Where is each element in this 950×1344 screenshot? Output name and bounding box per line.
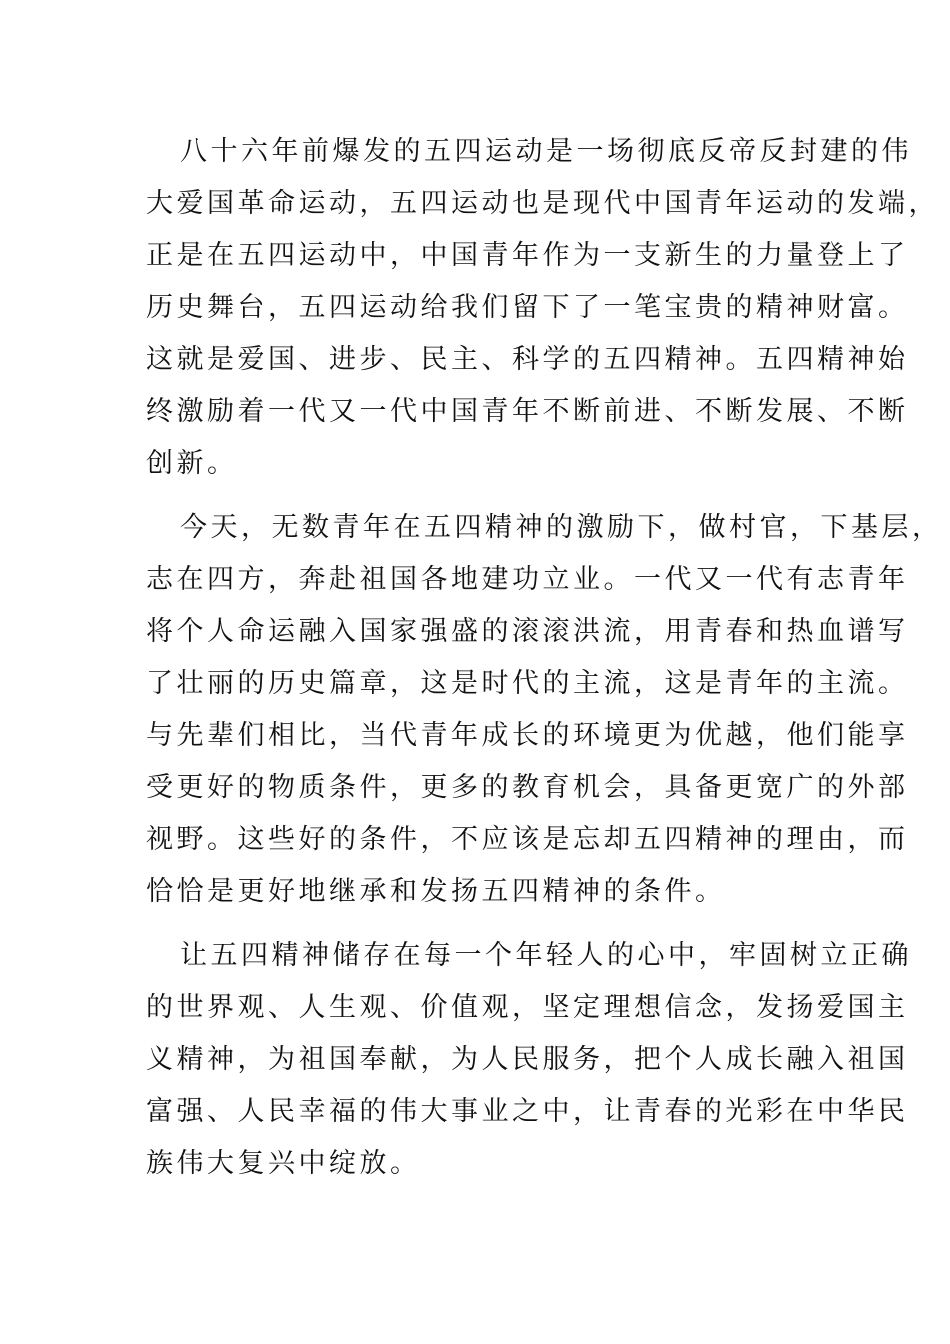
text-line: 历史舞台，五四运动给我们留下了一笔宝贵的精神财富。	[146, 292, 909, 323]
text-line: 志在四方，奔赴祖国各地建功立业。一代又一代有志青年	[146, 564, 909, 595]
text-line: 创新。	[146, 448, 238, 479]
text-line: 大爱国革命运动，五四运动也是现代中国青年运动的发端，	[146, 188, 939, 219]
text-line: 正是在五四运动中，中国青年作为一支新生的力量登上了	[146, 240, 909, 271]
paragraph-call-to-action	[146, 930, 912, 1190]
paragraph-spacer	[146, 918, 806, 930]
text-line: 终激励着一代又一代中国青年不断前进、不断发展、不断	[146, 396, 909, 427]
text-line: 让五四精神储存在每一个年轻人的心中，牢固树立正确	[180, 940, 912, 971]
text-line: 将个人命运融入国家强盛的滚滚洪流，用青春和热血谱写	[146, 616, 909, 647]
text-line: 富强、人民幸福的伟大事业之中，让青春的光彩在中华民	[146, 1096, 909, 1127]
text-line: 与先辈们相比，当代青年成长的环境更为优越，他们能享	[146, 720, 909, 751]
text-line: 八十六年前爆发的五四运动是一场彻底反帝反封建的伟	[180, 136, 912, 167]
paragraph-youth-today	[146, 502, 943, 918]
paragraph-may-fourth-history	[146, 126, 939, 490]
text-line: 今天，无数青年在五四精神的激励下，做村官，下基层，	[180, 512, 943, 543]
document-body	[146, 126, 943, 1190]
text-line: 族伟大复兴中绽放。	[146, 1148, 421, 1179]
text-line: 义精神，为祖国奉献，为人民服务，把个人成长融入祖国	[146, 1044, 909, 1075]
text-line: 恰恰是更好地继承和发扬五四精神的条件。	[146, 876, 726, 907]
text-line: 受更好的物质条件，更多的教育机会，具备更宽广的外部	[146, 772, 909, 803]
text-line: 的世界观、人生观、价值观，坚定理想信念，发扬爱国主	[146, 992, 909, 1023]
paragraph-spacer	[146, 490, 806, 502]
text-line: 视野。这些好的条件，不应该是忘却五四精神的理由，而	[146, 824, 909, 855]
text-line: 这就是爱国、进步、民主、科学的五四精神。五四精神始	[146, 344, 909, 375]
text-line: 了壮丽的历史篇章，这是时代的主流，这是青年的主流。	[146, 668, 909, 699]
